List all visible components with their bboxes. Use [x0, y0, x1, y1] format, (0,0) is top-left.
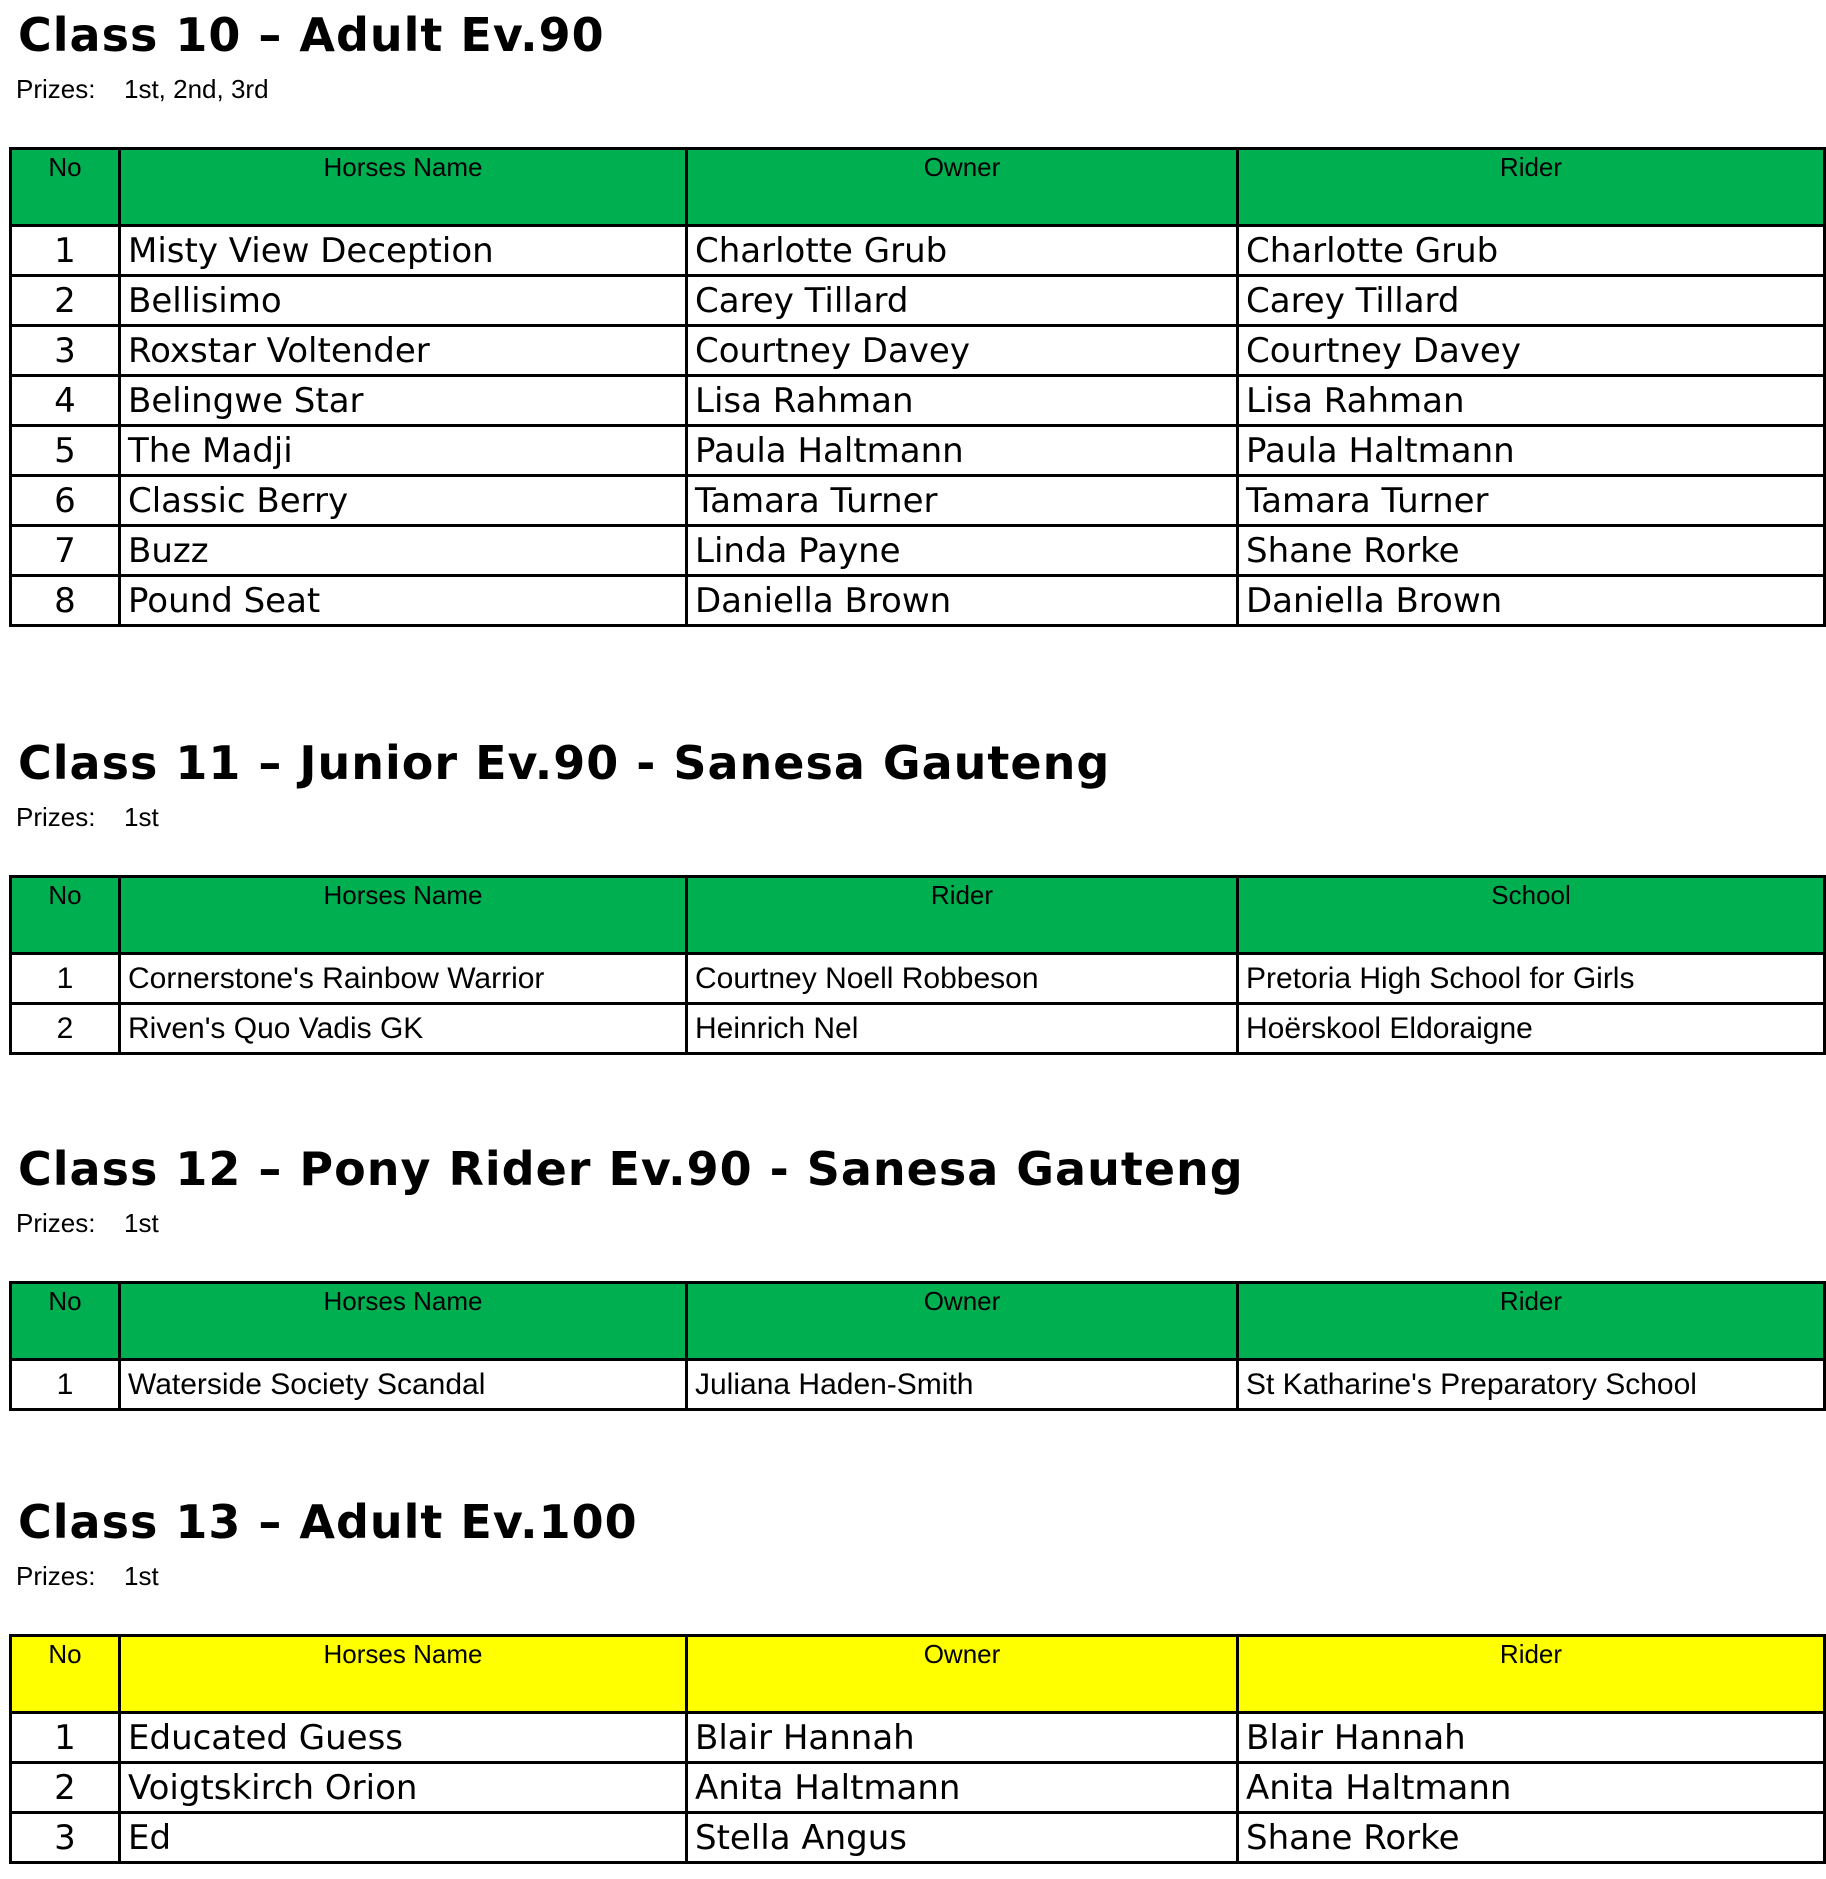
prizes-line	[16, 74, 269, 105]
rider-name: Tamara Turner	[1238, 476, 1825, 526]
horse-name: Belingwe Star	[120, 376, 687, 426]
horse-name: Ed	[120, 1813, 687, 1863]
prizes-label: Prizes:	[16, 1561, 96, 1591]
header-horse-name: Horses Name	[120, 1636, 687, 1713]
entries-table	[9, 1281, 1826, 1411]
horse-name: Buzz	[120, 526, 687, 576]
rider-name: St Katharine's Preparatory School	[1238, 1360, 1825, 1410]
table-row	[11, 954, 1825, 1004]
entry-no: 2	[11, 276, 120, 326]
entries-table	[9, 1634, 1826, 1864]
entry-no: 6	[11, 476, 120, 526]
owner-name: Stella Angus	[687, 1813, 1238, 1863]
header-rider: Rider	[687, 877, 1238, 954]
table-header-row	[11, 1283, 1825, 1360]
owner-name: Lisa Rahman	[687, 376, 1238, 426]
header-rider: Rider	[1238, 149, 1825, 226]
header-no: No	[11, 1283, 120, 1360]
table-row	[11, 1004, 1825, 1054]
owner-name: Juliana Haden-Smith	[687, 1360, 1238, 1410]
header-school: School	[1238, 877, 1825, 954]
horse-name: Misty View Deception	[120, 226, 687, 276]
entry-no: 2	[11, 1004, 120, 1054]
entries-table	[9, 147, 1826, 627]
table-header-row	[11, 877, 1825, 954]
prizes-line	[16, 802, 159, 833]
owner-name: Daniella Brown	[687, 576, 1238, 626]
prizes-value: 1st	[124, 1208, 159, 1238]
rider-name: Shane Rorke	[1238, 526, 1825, 576]
owner-name: Charlotte Grub	[687, 226, 1238, 276]
header-rider: Rider	[1238, 1283, 1825, 1360]
owner-name: Anita Haltmann	[687, 1763, 1238, 1813]
header-no: No	[11, 1636, 120, 1713]
entry-no: 1	[11, 954, 120, 1004]
entry-no: 4	[11, 376, 120, 426]
owner-name: Carey Tillard	[687, 276, 1238, 326]
entry-no: 3	[11, 326, 120, 376]
owner-name: Tamara Turner	[687, 476, 1238, 526]
horse-name: Waterside Society Scandal	[120, 1360, 687, 1410]
horse-name: Classic Berry	[120, 476, 687, 526]
table-row	[11, 276, 1825, 326]
entry-no: 7	[11, 526, 120, 576]
table-header-row	[11, 1636, 1825, 1713]
rider-name: Courtney Noell Robbeson	[687, 954, 1238, 1004]
class-title: Class 13 – Adult Ev.100	[18, 1495, 638, 1549]
horse-name: Roxstar Voltender	[120, 326, 687, 376]
rider-name: Anita Haltmann	[1238, 1763, 1825, 1813]
entries-table	[9, 875, 1826, 1055]
prizes-line	[16, 1561, 159, 1592]
header-horse-name: Horses Name	[120, 877, 687, 954]
table-row	[11, 326, 1825, 376]
table-row	[11, 576, 1825, 626]
rider-name: Paula Haltmann	[1238, 426, 1825, 476]
class-title: Class 11 – Junior Ev.90 - Sanesa Gauteng	[18, 736, 1111, 790]
rider-name: Charlotte Grub	[1238, 226, 1825, 276]
school-name: Hoërskool Eldoraigne	[1238, 1004, 1825, 1054]
header-owner: Owner	[687, 149, 1238, 226]
table-row	[11, 526, 1825, 576]
table-row	[11, 476, 1825, 526]
prizes-label: Prizes:	[16, 1208, 96, 1238]
owner-name: Blair Hannah	[687, 1713, 1238, 1763]
entry-no: 1	[11, 1360, 120, 1410]
rider-name: Lisa Rahman	[1238, 376, 1825, 426]
table-row	[11, 1763, 1825, 1813]
header-no: No	[11, 877, 120, 954]
header-rider: Rider	[1238, 1636, 1825, 1713]
table-row	[11, 376, 1825, 426]
table-row	[11, 1360, 1825, 1410]
rider-name: Daniella Brown	[1238, 576, 1825, 626]
prizes-line	[16, 1208, 159, 1239]
horse-name: Cornerstone's Rainbow Warrior	[120, 954, 687, 1004]
entry-no: 2	[11, 1763, 120, 1813]
header-horse-name: Horses Name	[120, 149, 687, 226]
class-title: Class 10 – Adult Ev.90	[18, 8, 605, 62]
table-row	[11, 1813, 1825, 1863]
entry-no: 3	[11, 1813, 120, 1863]
table-row	[11, 426, 1825, 476]
entry-no: 8	[11, 576, 120, 626]
school-name: Pretoria High School for Girls	[1238, 954, 1825, 1004]
rider-name: Shane Rorke	[1238, 1813, 1825, 1863]
horse-name: The Madji	[120, 426, 687, 476]
entry-no: 1	[11, 226, 120, 276]
horse-name: Voigtskirch Orion	[120, 1763, 687, 1813]
table-row	[11, 1713, 1825, 1763]
prizes-label: Prizes:	[16, 802, 96, 832]
prizes-label: Prizes:	[16, 74, 96, 104]
table-header-row	[11, 149, 1825, 226]
prizes-value: 1st	[124, 1561, 159, 1591]
horse-name: Pound Seat	[120, 576, 687, 626]
table-row	[11, 226, 1825, 276]
rider-name: Courtney Davey	[1238, 326, 1825, 376]
rider-name: Heinrich Nel	[687, 1004, 1238, 1054]
horse-name: Educated Guess	[120, 1713, 687, 1763]
horse-name: Riven's Quo Vadis GK	[120, 1004, 687, 1054]
header-no: No	[11, 149, 120, 226]
entry-no: 5	[11, 426, 120, 476]
header-owner: Owner	[687, 1636, 1238, 1713]
prizes-value: 1st, 2nd, 3rd	[124, 74, 269, 104]
owner-name: Paula Haltmann	[687, 426, 1238, 476]
owner-name: Courtney Davey	[687, 326, 1238, 376]
header-horse-name: Horses Name	[120, 1283, 687, 1360]
header-owner: Owner	[687, 1283, 1238, 1360]
rider-name: Carey Tillard	[1238, 276, 1825, 326]
entry-no: 1	[11, 1713, 120, 1763]
class-title: Class 12 – Pony Rider Ev.90 - Sanesa Gauteng	[18, 1142, 1244, 1196]
prizes-value: 1st	[124, 802, 159, 832]
horse-name: Bellisimo	[120, 276, 687, 326]
rider-name: Blair Hannah	[1238, 1713, 1825, 1763]
owner-name: Linda Payne	[687, 526, 1238, 576]
